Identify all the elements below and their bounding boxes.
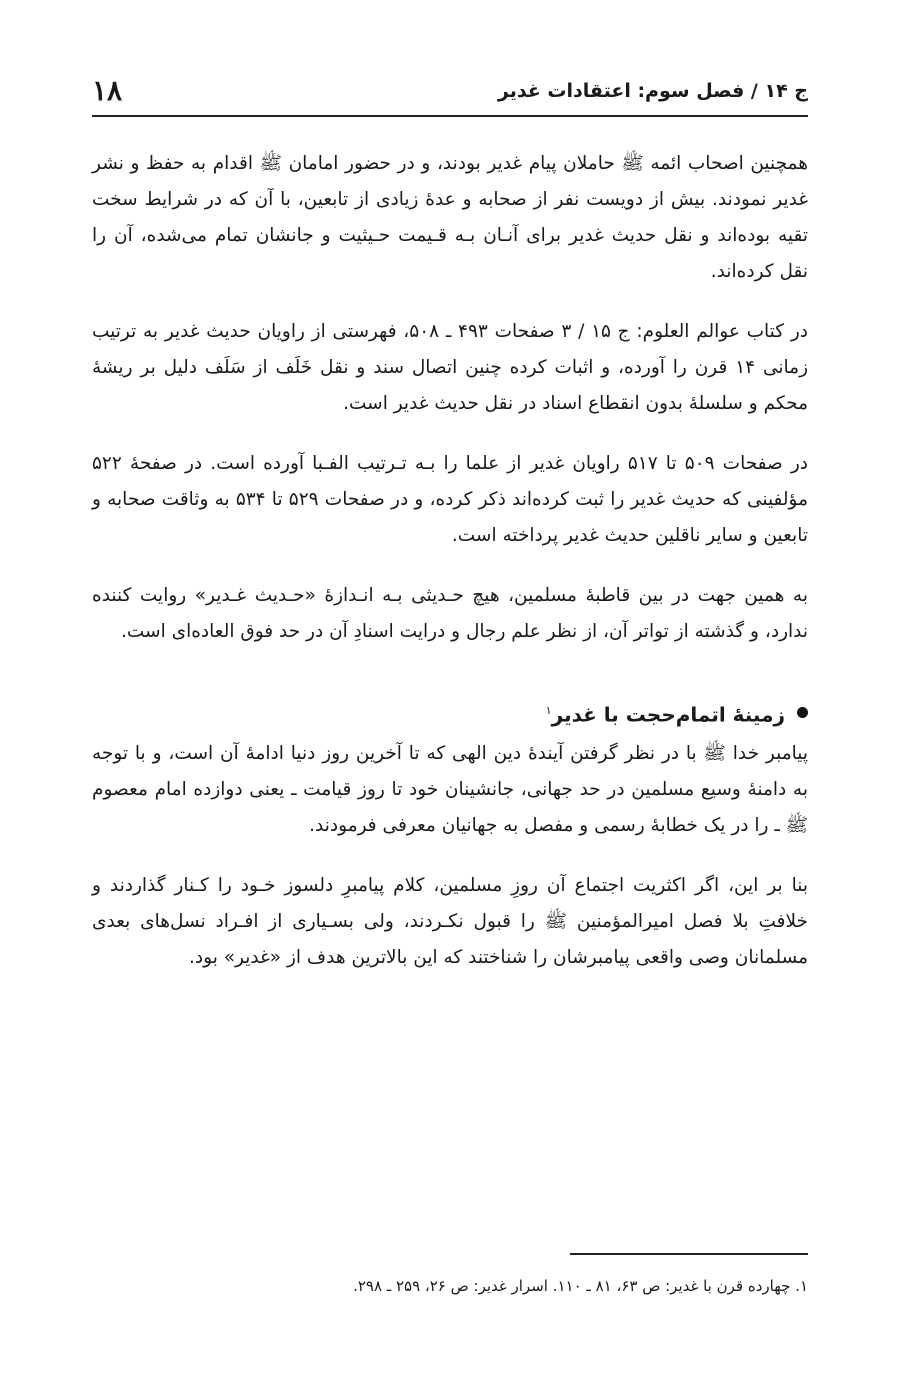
section-heading (92, 694, 808, 732)
paragraph: به همین جهت در بین قاطبهٔ مسلمین، هیچ حـدیثی بـه انـدازهٔ «حـدیث غـدیر» روایت کننده ندارد، و گذشته از تواتر آن، از نظر علم رجال و درایت اسنادِ آن در حد فوق العاده‌ای است. (92, 585, 808, 642)
paragraph: همچنین اصحاب ائمه ﷺ حاملان پیام غدیر بودند، و در حضور امامان ﷺ اقدام به حفظ و نشر غدیر نمودند. بیش از دویست نفر از صحابه و عدهٔ زیادی از تابعین، با آن که در شرایط سخت تقیه بوده‌اند و نقل حدیث غدیر برای آنـان بـه قـیمت حـیثیت و جانشان تمام می‌شده، آن را نقل کرده‌اند. (92, 153, 808, 282)
footnote-divider (570, 1253, 808, 1255)
page-header (92, 72, 808, 110)
book-page (92, 0, 808, 1390)
paragraph: در صفحات ۵۰۹ تا ۵۱۷ راویان غدیر از علما را بـه تـرتیب الفـبا آورده است. در صفحهٔ ۵۲۲ مؤلفینی که حدیث غدیر را ثبت کرده‌اند ذکر کرده، و در صفحات ۵۲۹ تا ۵۳۴ به وثاقت صحابه و تابعین و سایر ناقلین حدیث غدیر پرداخته است. (92, 453, 809, 546)
footnote: ۱. چهارده قرن با غدیر: ص ۶۳، ۸۱ ـ ۱۱۰. اسرار غدیر: ص ۲۶، ۲۵۹ ـ ۲۹۸. (353, 1277, 808, 1295)
paragraph: پیامبر خدا ﷺ با در نظر گرفتن آیندهٔ دین الهی که تا آخرین روز دنیا ادامهٔ آن است، و با توجه به دامنهٔ وسیع مسلمین در حد جهانی، جانشینان خود تا روز قیامت ـ یعنی دوازده امام معصوم ﷺ ـ را در یک خطابهٔ رسمی و مفصل به جهانیان معرفی فرمودند. (92, 742, 808, 836)
header-divider (92, 115, 808, 117)
footnote-marker[interactable]: ۱ (545, 704, 552, 717)
bullet-icon (797, 707, 808, 718)
section-heading-text: زمینهٔ اتمام‌حجت با غدیر (551, 702, 785, 727)
page-body (92, 146, 808, 1000)
paragraph: در کتاب عوالم العلوم: ج ۱۵ / ۳ صفحات ۴۹۳ ـ ۵۰۸، فهرستی از راویان حدیث غدیر به ترتیب زمانی ۱۴ قرن را آورده، و اثبات کرده چنین اتصال سند و نقل خَلَف از سَلَف دلیل بر ریشهٔ محکم و سلسلهٔ بدون انقطاع اسناد در نقل حدیث غدیر است. (92, 321, 808, 414)
page-number: ۱۸ (92, 74, 123, 107)
paragraph: بنا بر این، اگر اکثریت اجتماع آن روزِ مسلمین، کلام پیامبرِ دلسوز خـود را کـنار گذاردند و خلافتِ بلا فصل امیرالمؤمنین ﷺ را قبول نکـردند، ولی بسـیاری از افـراد نسل‌های بعدی مسلمانان وصی واقعی پیامبرشان را شناختند که این بالاترین هدف از «غدیر» بود. (92, 874, 808, 968)
running-title: ج ۱۴ / فصل سوم: اعتقادات غدیر (497, 80, 808, 102)
